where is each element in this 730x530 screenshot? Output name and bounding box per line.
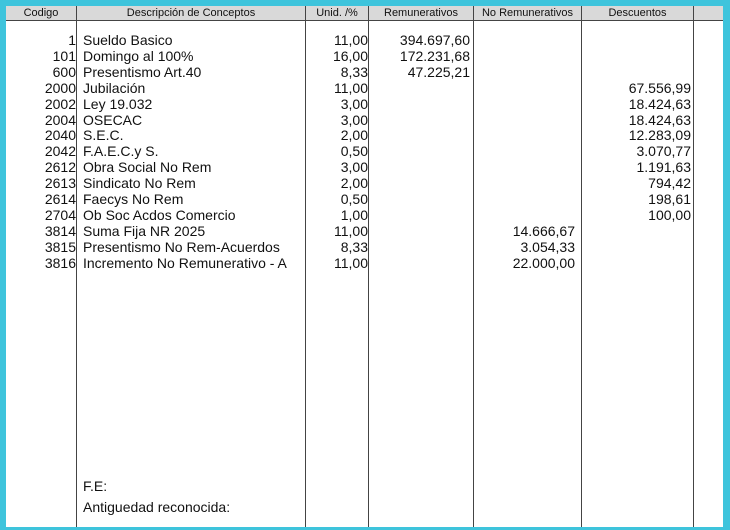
descuento-cell: 67.556,99	[628, 79, 691, 96]
unid-cell: 16,00	[332, 47, 368, 64]
code-cell: 1	[68, 32, 76, 48]
description-cell: Domingo al 100%	[83, 47, 194, 64]
code-cell: 3815	[44, 238, 76, 255]
unid-cell: 0,50	[340, 191, 368, 207]
header-remunerativos: Remunerativos	[384, 7, 458, 19]
code-cell: 2704	[44, 206, 76, 223]
header-codigo: Codigo	[23, 7, 59, 19]
unid-cell: 3,00	[340, 159, 368, 176]
header-descuentos: Descuentos	[608, 7, 667, 19]
unid-cell: 8,33	[340, 63, 368, 80]
descuento-cell: 100,00	[648, 206, 691, 223]
unid-cell: 11,00	[334, 32, 368, 48]
unid-cell: 3,00	[340, 95, 368, 112]
description-cell: Presentismo Art.40	[83, 63, 202, 80]
description-cell: F.A.E.C.y S.	[83, 143, 159, 160]
fe-label: F.E:	[83, 478, 108, 494]
code-cell: 2002	[44, 95, 76, 112]
no-remunerativo-cell: 14.666,67	[512, 222, 575, 239]
no-remunerativo-cell: 3.054,33	[520, 238, 575, 255]
unid-cell: 2,00	[340, 175, 368, 192]
description-cell: Sindicato No Rem	[83, 175, 196, 192]
description-cell: OSECAC	[83, 111, 143, 128]
no-remunerativo-cell: 22.000,00	[512, 254, 575, 271]
column-divider	[76, 6, 77, 527]
descuento-cell: 1.191,63	[636, 159, 691, 176]
unid-cell: 11,00	[334, 222, 368, 239]
unid-cell: 11,00	[334, 254, 368, 271]
description-cell: Ley 19.032	[83, 95, 153, 112]
remunerativo-cell: 47.225,21	[407, 63, 470, 80]
unid-cell: 8,33	[340, 238, 368, 255]
descuento-cell: 18.424,63	[628, 111, 691, 128]
code-cell: 2000	[44, 79, 76, 96]
descuento-cell: 18.424,63	[628, 95, 691, 112]
unid-cell: 0,50	[340, 143, 368, 160]
code-cell: 2614	[44, 191, 76, 207]
description-cell: Jubilación	[83, 79, 146, 96]
unid-cell: 3,00	[340, 111, 368, 128]
unid-cell: 1,00	[340, 206, 368, 223]
description-cell: Sueldo Basico	[83, 32, 173, 48]
description-cell: S.E.C.	[83, 127, 124, 144]
description-cell: Ob Soc Acdos Comercio	[83, 206, 236, 223]
description-cell: Presentismo No Rem-Acuerdos	[83, 238, 280, 255]
header-descripcion: Descripción de Conceptos	[126, 7, 256, 19]
descuento-cell: 3.070,77	[636, 143, 691, 160]
remunerativo-cell: 394.697,60	[399, 32, 470, 48]
payslip-concepts-table	[6, 6, 723, 527]
unid-cell: 2,00	[340, 127, 368, 144]
descuento-cell: 198,61	[648, 191, 691, 207]
code-cell: 2612	[44, 159, 76, 176]
descuento-cell: 12.283,09	[628, 127, 691, 144]
code-cell: 2040	[44, 127, 76, 144]
code-cell: 101	[52, 47, 76, 64]
header-unid: Unid. /%	[316, 7, 358, 19]
header-divider	[6, 20, 723, 21]
column-divider	[693, 6, 694, 527]
header-no-remunerativos: No Remunerativos	[481, 7, 574, 19]
description-cell: Obra Social No Rem	[83, 159, 212, 176]
column-divider	[368, 6, 369, 527]
code-cell: 3816	[44, 254, 76, 271]
antiguedad-label: Antiguedad reconocida:	[83, 499, 231, 515]
code-cell: 3814	[44, 222, 76, 239]
code-cell: 2004	[44, 111, 76, 128]
unid-cell: 11,00	[334, 79, 368, 96]
remunerativo-cell: 172.231,68	[399, 47, 470, 64]
description-cell: Suma Fija NR 2025	[83, 222, 206, 239]
description-cell: Incremento No Remunerativo - A	[83, 254, 287, 271]
code-cell: 600	[52, 63, 76, 80]
code-cell: 2613	[44, 175, 76, 192]
description-cell: Faecys No Rem	[83, 191, 184, 207]
descuento-cell: 794,42	[648, 175, 691, 192]
code-cell: 2042	[44, 143, 76, 160]
